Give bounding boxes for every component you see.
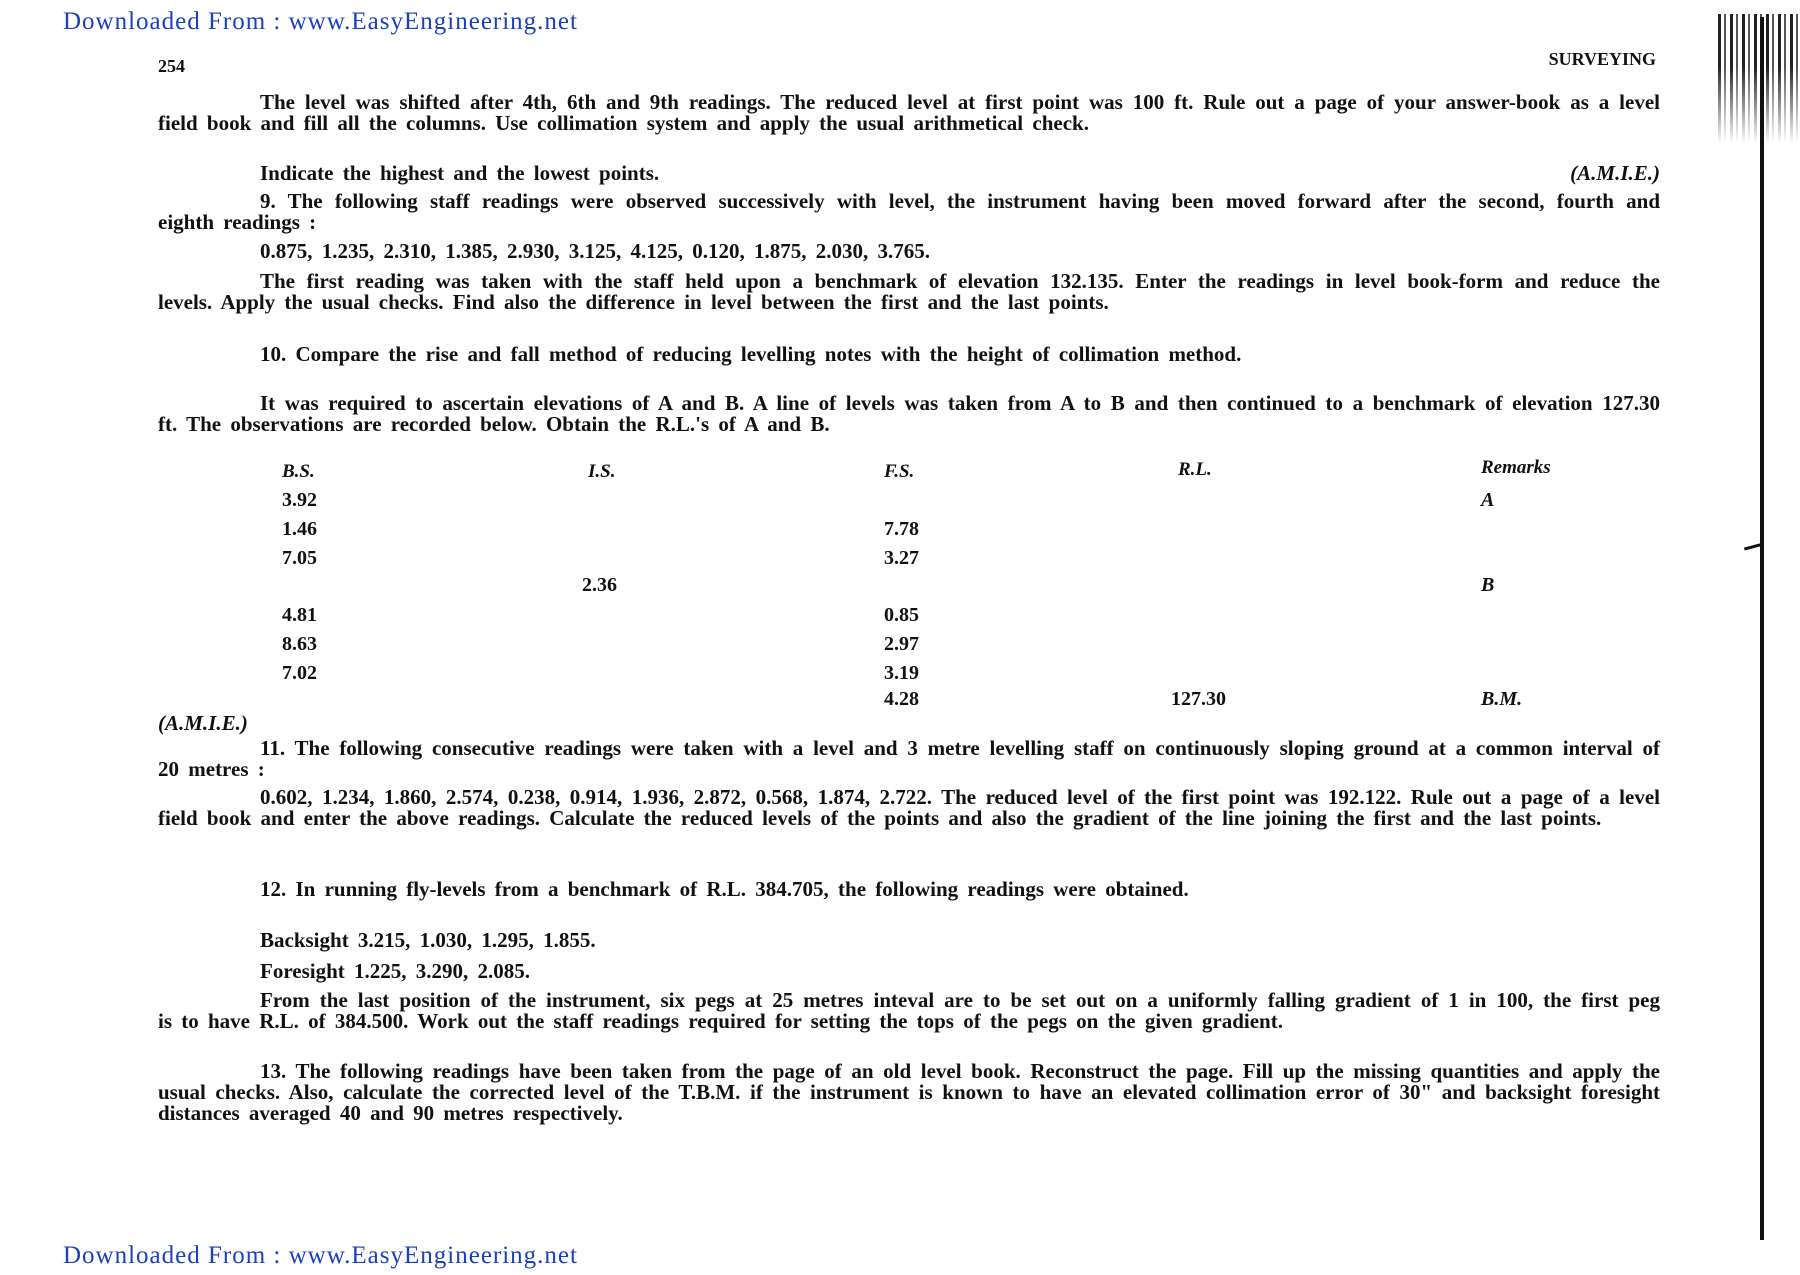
header-watermark[interactable]: Downloaded From : www.EasyEngineering.net [63,8,578,35]
source-citation-text: (A.M.I.E.) [158,711,248,735]
paragraph [158,163,1660,184]
running-title: SURVEYING [1548,49,1656,69]
table-cell: A [1481,489,1495,511]
table-cell: 1.46 [282,518,317,540]
question-10-body: It was required to ascertain elevations of A and B. A line of levels was taken from A to B and then continued to a benchmark of elevation 127.30 ft. The observations are recorded below. Obtain the R.L.'s of A and B. [158,391,1660,436]
question-9-readings: 0.875, 1.235, 2.310, 1.385, 2.930, 3.125, 4.125, 0.120, 1.875, 2.030, 3.765. [260,239,930,263]
col-header-is: I.S. [588,461,616,482]
question-10: 10. Compare the rise and fall method of reducing levelling notes with the height of collimation method. [260,342,1242,366]
question-9-body: The first reading was taken with the staff held upon a benchmark of elevation 132.135. Enter the readings in level book-form and reduce the levels. Apply the usual checks. Find also the difference in level between the first and the last points. [158,269,1660,314]
paragraph-text: Indicate the highest and the lowest points. [260,161,660,185]
question-11-body: 0.602, 1.234, 1.860, 2.574, 0.238, 0.914, 1.936, 2.872, 0.568, 1.874, 2.722. The reduced level of the first point was 192.122. Rule out a page of a level field book and enter the above readings. Calculate the reduced levels of the points and also the gradient of the line joining the first and the last points. [158,785,1660,830]
question-13: 13. The following readings have been taken from the page of an old level book. Reconstruct the page. Fill up the missing quantities and apply the usual checks. Also, calculate the corrected level of the T.B.M. if the instrument is known to have an elevated collimation error of 30" and backsight foresight distances averaged 40 and 90 metres respectively. [158,1059,1660,1125]
table-cell: 2.97 [884,633,919,655]
table-cell: 3.27 [884,547,919,569]
paragraph: The level was shifted after 4th, 6th and 9th readings. The reduced level at first point was 100 ft. Rule out a page of your answer-book as a level field book and fill all the columns. Use collimation system and apply the usual arithmetical check. [158,90,1660,135]
table-cell: 7.78 [884,518,919,540]
footer-watermark[interactable]: Downloaded From : www.EasyEngineering.net [63,1242,578,1269]
table-cell: 7.02 [282,662,317,684]
col-header-rl: R.L. [1178,459,1212,480]
source-citation: (A.M.I.E.) [1570,161,1660,185]
table-cell: 127.30 [1171,688,1226,710]
table-cell: 3.92 [282,489,317,511]
question-12: 12. In running fly-levels from a benchmark of R.L. 384.705, the following readings were obtained. [260,877,1189,901]
table-cell: 7.05 [282,547,317,569]
question-12-backsight: Backsight 3.215, 1.030, 1.295, 1.855. [260,928,596,952]
col-header-fs: F.S. [884,461,915,482]
table-cell: 4.28 [884,688,919,710]
page-number: 254 [158,56,185,76]
scan-noise [1718,14,1798,144]
table-cell: 0.85 [884,604,919,626]
col-header-bs: B.S. [282,461,315,482]
table-cell: 3.19 [884,662,919,684]
table-cell: B [1481,574,1495,596]
source-citation [158,713,1660,734]
table-cell: 2.36 [582,574,617,596]
table-cell: B.M. [1481,688,1523,710]
table-cell: 8.63 [282,633,317,655]
question-12-foresight: Foresight 1.225, 3.290, 2.085. [260,959,531,983]
question-11: 11. The following consecutive readings were taken with a level and 3 metre levelling staff on continuously sloping ground at a common interval of 20 metres : [158,736,1660,781]
scan-edge-line [1760,17,1764,1240]
table-cell: 4.81 [282,604,317,626]
col-header-remarks: Remarks [1481,457,1551,478]
question-9: 9. The following staff readings were observed successively with level, the instrument having been moved forward after the second, fourth and eighth readings : [158,189,1660,234]
question-12-body: From the last position of the instrument, six pegs at 25 metres inteval are to be set out on a uniformly falling gradient of 1 in 100, the first peg is to have R.L. of 384.500. Work out the staff readings required for setting the tops of the pegs on the given gradient. [158,988,1660,1033]
